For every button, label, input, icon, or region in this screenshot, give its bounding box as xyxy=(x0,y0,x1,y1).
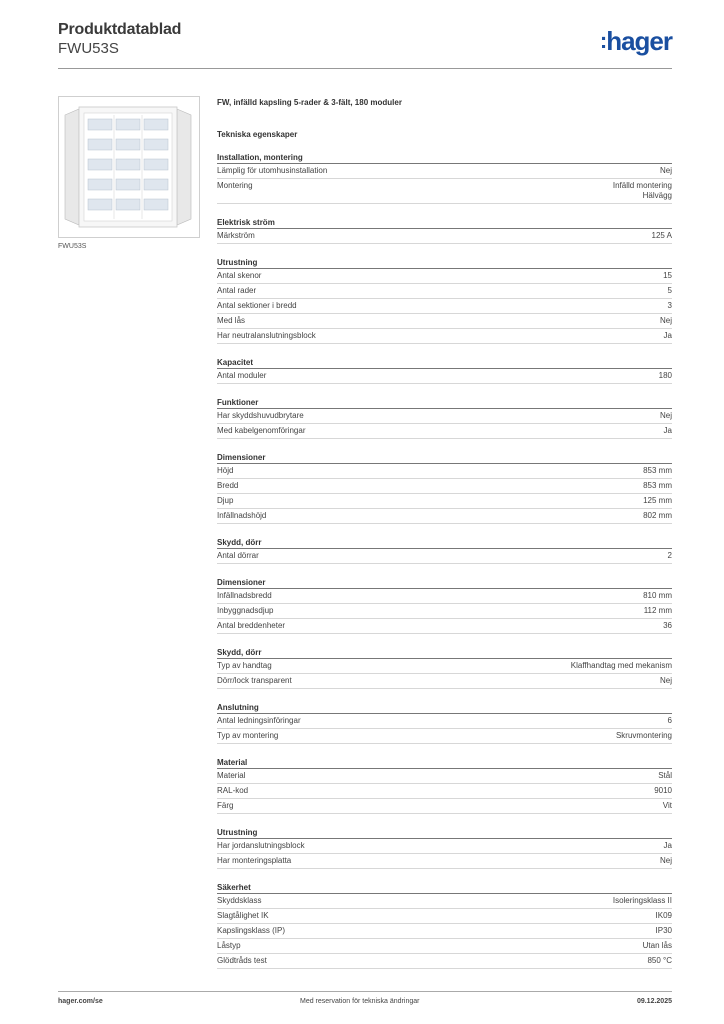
property-label: Antal rader xyxy=(217,286,257,295)
property-label: Djup xyxy=(217,496,234,505)
property-value-line: Isoleringsklass II xyxy=(612,896,672,905)
property-row xyxy=(217,269,672,284)
property-value xyxy=(647,956,672,966)
property-value xyxy=(656,911,672,921)
enclosure-illustration xyxy=(59,97,199,237)
property-value xyxy=(643,466,672,476)
property-row xyxy=(217,714,672,729)
property-label: Typ av montering xyxy=(217,731,279,740)
property-row xyxy=(217,369,672,384)
property-label: Märkström xyxy=(217,231,255,240)
section-heading: Utrustning xyxy=(217,828,672,839)
property-label: Har monteringsplatta xyxy=(217,856,292,865)
property-row xyxy=(217,164,672,179)
property-row xyxy=(217,179,672,204)
property-value xyxy=(643,481,672,491)
property-row xyxy=(217,299,672,314)
property-value-line: Nej xyxy=(659,166,672,175)
property-row xyxy=(217,729,672,744)
section-heading: Skydd, dörr xyxy=(217,648,672,659)
property-row xyxy=(217,954,672,969)
property-label: Infällnadshöjd xyxy=(217,511,267,520)
property-value xyxy=(668,551,672,561)
footer-date: 09.12.2025 xyxy=(636,998,672,1005)
property-label: Lämplig för utomhusinstallation xyxy=(217,166,328,175)
property-value-line: 112 mm xyxy=(643,606,672,615)
property-section xyxy=(217,578,672,634)
section-heading: Skydd, dörr xyxy=(217,538,672,549)
property-value-line: 810 mm xyxy=(643,591,672,600)
datasheet-content xyxy=(217,97,672,969)
section-heading: Funktioner xyxy=(217,398,672,409)
property-value-line: 125 mm xyxy=(643,496,672,505)
property-value xyxy=(660,166,672,176)
property-row xyxy=(217,839,672,854)
property-label: Antal breddenheter xyxy=(217,621,286,630)
section-heading: Dimensioner xyxy=(217,578,672,589)
property-value xyxy=(656,926,672,936)
property-label: Låstyp xyxy=(217,941,241,950)
property-value xyxy=(660,411,672,421)
property-row xyxy=(217,894,672,909)
property-row xyxy=(217,549,672,564)
section-heading: Elektrisk ström xyxy=(217,218,672,229)
property-row xyxy=(217,464,672,479)
property-label: Har skyddshuvudbrytare xyxy=(217,411,304,420)
property-value-line: 802 mm xyxy=(643,511,672,520)
property-value-line: Skruvmontering xyxy=(615,731,672,740)
property-label: Infällnadsbredd xyxy=(217,591,272,600)
property-section xyxy=(217,218,672,244)
property-value xyxy=(643,511,672,521)
hager-logo: :hager xyxy=(599,26,672,56)
section-heading: Installation, montering xyxy=(217,153,672,164)
property-label: Typ av handtag xyxy=(217,661,272,670)
property-section xyxy=(217,358,672,384)
property-label: Antal sektioner i bredd xyxy=(217,301,297,310)
property-label: Har neutralanslutningsblock xyxy=(217,331,316,340)
property-row xyxy=(217,924,672,939)
property-section xyxy=(217,453,672,524)
property-label: Färg xyxy=(217,801,234,810)
property-value-line: IP30 xyxy=(655,926,672,935)
property-label: Antal skenor xyxy=(217,271,262,280)
property-section xyxy=(217,703,672,744)
property-label: Material xyxy=(217,771,246,780)
property-label: Skyddsklass xyxy=(217,896,262,905)
property-value xyxy=(663,271,672,281)
product-description: FW, infälld kapsling 5-rader & 3-fält, 180 moduler xyxy=(217,98,402,107)
property-value-line: 850 °C xyxy=(647,956,672,965)
technical-properties-heading: Tekniska egenskaper xyxy=(217,130,298,139)
property-value xyxy=(644,606,672,616)
property-section xyxy=(217,828,672,869)
property-label: Höjd xyxy=(217,466,234,475)
property-row xyxy=(217,229,672,244)
property-row xyxy=(217,424,672,439)
property-value-line: 5 xyxy=(667,286,672,295)
image-caption: FWU53S xyxy=(58,243,87,250)
property-value xyxy=(668,286,672,296)
property-value-line: 853 mm xyxy=(643,466,672,475)
properties-sections xyxy=(217,153,672,969)
property-value xyxy=(664,331,672,341)
property-row xyxy=(217,784,672,799)
property-label: Antal ledningsinföringar xyxy=(217,716,301,725)
property-value-line: Stål xyxy=(658,771,672,780)
product-image xyxy=(58,96,200,238)
property-value xyxy=(643,941,672,951)
property-value xyxy=(652,231,672,241)
property-value-line: Nej xyxy=(659,676,672,685)
property-value-line: Ja xyxy=(663,841,672,850)
property-section xyxy=(217,758,672,814)
property-label: Med lås xyxy=(217,316,246,325)
property-row xyxy=(217,284,672,299)
property-section xyxy=(217,883,672,969)
footer-website[interactable]: hager.com/se xyxy=(58,998,103,1005)
property-row xyxy=(217,329,672,344)
property-label: Har jordanslutningsblock xyxy=(217,841,305,850)
property-value xyxy=(658,771,672,781)
property-label: Montering xyxy=(217,181,253,190)
header xyxy=(58,20,181,58)
property-value-line: 2 xyxy=(667,551,672,560)
property-value-line: Ja xyxy=(663,331,672,340)
property-value xyxy=(613,181,672,201)
property-value-line: 36 xyxy=(663,621,672,630)
footer-disclaimer: Med reservation för tekniska ändringar xyxy=(300,998,420,1005)
property-row xyxy=(217,769,672,784)
property-value-line: Nej xyxy=(659,856,672,865)
property-value-line: Vit xyxy=(662,801,672,810)
header-divider xyxy=(58,68,672,69)
section-heading: Anslutning xyxy=(217,703,672,714)
property-value xyxy=(571,661,672,671)
property-row xyxy=(217,939,672,954)
property-value-line: Klaffhandtag med mekanism xyxy=(570,661,672,670)
property-label: Med kabelgenomföringar xyxy=(217,426,306,435)
property-row xyxy=(217,314,672,329)
property-value xyxy=(660,316,672,326)
property-value-line: Hälvägg xyxy=(642,191,672,200)
property-row xyxy=(217,799,672,814)
property-row xyxy=(217,659,672,674)
property-value-line: IK09 xyxy=(655,911,672,920)
property-row xyxy=(217,494,672,509)
property-section xyxy=(217,258,672,344)
property-row xyxy=(217,479,672,494)
property-value xyxy=(663,801,672,811)
property-value-line: 853 mm xyxy=(643,481,672,490)
property-value-line: Nej xyxy=(659,411,672,420)
property-row xyxy=(217,619,672,634)
property-value-line: 6 xyxy=(667,716,672,725)
footer-divider xyxy=(58,991,672,992)
property-value xyxy=(660,856,672,866)
property-label: Slagtålighet IK xyxy=(217,911,269,920)
property-row xyxy=(217,409,672,424)
section-heading: Säkerhet xyxy=(217,883,672,894)
property-value-line: Utan lås xyxy=(642,941,672,950)
property-row xyxy=(217,589,672,604)
property-label: Glödtråds test xyxy=(217,956,267,965)
document-title: Produktdatablad xyxy=(58,21,182,38)
property-value xyxy=(663,621,672,631)
property-value-line: Ja xyxy=(663,426,672,435)
property-row xyxy=(217,509,672,524)
property-value xyxy=(616,731,672,741)
property-value xyxy=(659,371,672,381)
property-label: RAL-kod xyxy=(217,786,249,795)
property-label: Antal moduler xyxy=(217,371,267,380)
section-heading: Material xyxy=(217,758,672,769)
property-value-line: 15 xyxy=(663,271,672,280)
section-heading: Kapacitet xyxy=(217,358,672,369)
property-label: Kapslingsklass (IP) xyxy=(217,926,286,935)
property-value xyxy=(664,841,672,851)
property-section xyxy=(217,648,672,689)
property-value xyxy=(643,591,672,601)
property-row xyxy=(217,674,672,689)
property-label: Inbyggnadsdjup xyxy=(217,606,274,615)
property-value-line: 3 xyxy=(667,301,672,310)
property-value xyxy=(664,426,672,436)
section-heading: Utrustning xyxy=(217,258,672,269)
property-value-line: 9010 xyxy=(654,786,672,795)
property-section xyxy=(217,398,672,439)
product-code: FWU53S xyxy=(58,40,119,57)
property-value-line: 125 A xyxy=(651,231,672,240)
property-value xyxy=(668,716,672,726)
property-label: Dörr/lock transparent xyxy=(217,676,292,685)
property-label: Bredd xyxy=(217,481,239,490)
property-label: Antal dörrar xyxy=(217,551,259,560)
property-value xyxy=(668,301,672,311)
property-section xyxy=(217,153,672,204)
section-heading: Dimensioner xyxy=(217,453,672,464)
property-value-line: Infälld montering xyxy=(612,181,672,190)
property-row xyxy=(217,604,672,619)
property-value xyxy=(613,896,672,906)
logo-text: hager xyxy=(606,26,672,56)
property-section xyxy=(217,538,672,564)
property-value xyxy=(643,496,672,506)
property-value xyxy=(654,786,672,796)
property-value xyxy=(660,676,672,686)
property-value-line: Nej xyxy=(659,316,672,325)
property-value-line: 180 xyxy=(658,371,672,380)
property-row xyxy=(217,909,672,924)
property-row xyxy=(217,854,672,869)
